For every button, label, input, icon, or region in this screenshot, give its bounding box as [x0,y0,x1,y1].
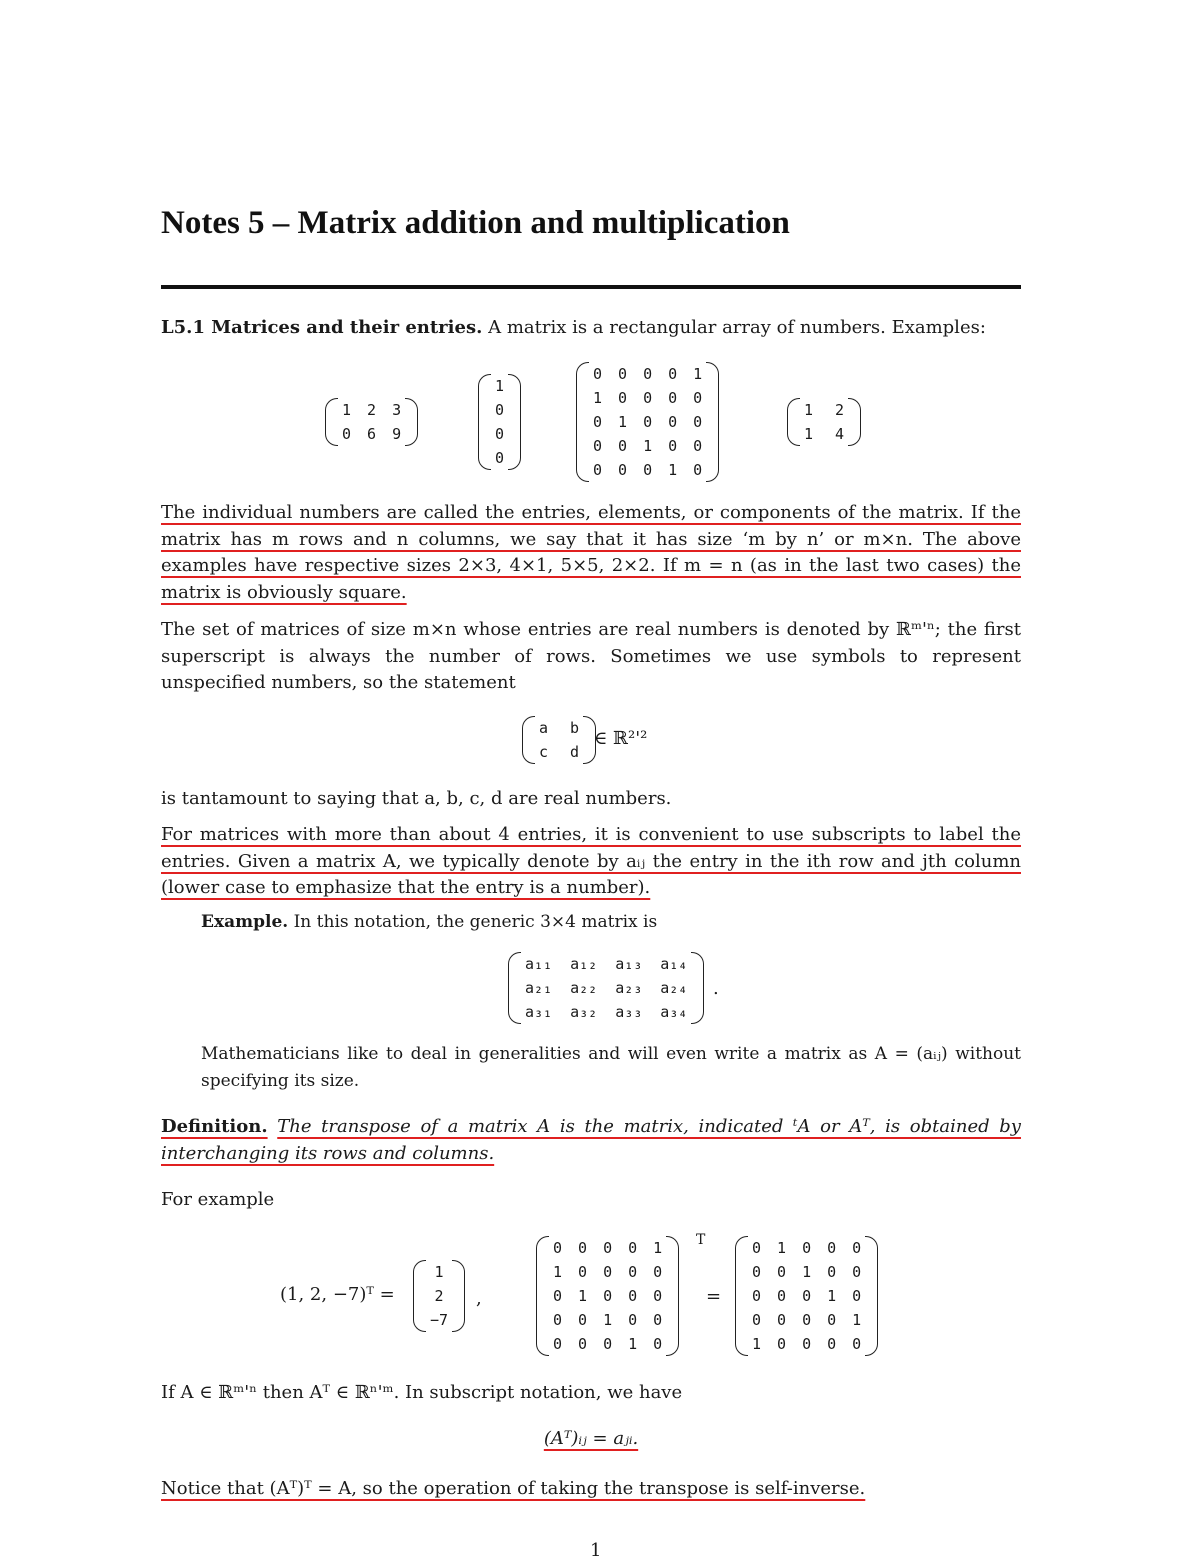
for-example: For example [161,1189,275,1210]
example-text: In this notation, the generic 3×4 matrix is [293,912,658,932]
matrix-entry: 0 [553,1311,563,1329]
title-rule [161,285,1021,289]
matrix-entry: 1 [643,437,653,455]
matrix-entry: 0 [628,1311,638,1329]
matrix-entry: 0 [827,1335,837,1353]
transpose-column-grid [426,1260,452,1332]
matrix-entry: 6 [367,425,377,443]
matrix-entry: 2 [434,1287,444,1305]
example-matrix-1 [325,398,418,446]
definition-transpose [161,1114,1021,1167]
matrix-entry: 0 [752,1287,762,1305]
matrix-entry: 1 [342,401,352,419]
matrix-entry: 0 [603,1263,613,1281]
matrix-entry: 2 [367,401,377,419]
matrix-entry: a₃₃ [615,1003,643,1021]
matrix-entry: 1 [752,1335,762,1353]
example-matrix-2-grid [491,374,508,470]
paragraph-set-of-matrices: The set of matrices of size m×n whose entries are real numbers is denoted by ℝᵐ'ⁿ; the first superscript is always the number of rows. Sometimes we use symbols to represent unspecified numbers, so the statement [161,619,1021,693]
matrix-entry: 0 [593,461,603,479]
matrix-entry: 0 [668,413,678,431]
abcd-membership: ∈ ℝ²'² [594,728,648,749]
matrix-entry: 9 [392,425,402,443]
matrix-entry: 4 [835,425,845,443]
matrix-entry: d [570,743,580,761]
matrix-entry: 0 [777,1263,787,1281]
matrix-entry: 0 [852,1239,862,1257]
paragraph-self-inverse [161,1476,1021,1503]
generic-period: . [713,978,719,999]
matrix-entry: 0 [802,1311,812,1329]
matrix-entry: 0 [495,425,505,443]
matrix-entry: 0 [603,1335,613,1353]
matrix-entry: 0 [553,1239,563,1257]
matrix-entry: 0 [603,1239,613,1257]
matrix-entry: 0 [653,1287,663,1305]
example-matrix-1-grid [338,398,405,446]
matrix-entry: 0 [693,437,703,455]
definition-label: Definition. [161,1116,268,1137]
matrix-entry: 0 [495,401,505,419]
matrix-entry: 0 [593,365,603,383]
subscript-equation [161,1428,1021,1449]
example-matrix-2 [478,374,521,470]
matrix-entry: 0 [618,437,628,455]
matrix-entry: a₂₁ [525,979,553,997]
example-label: Example. [201,912,289,932]
transpose-equals: = [706,1286,722,1307]
example-matrix-3-grid [589,362,706,482]
paragraph-real-numbers: is tantamount to saying that a, b, c, d are real numbers. [161,788,672,809]
matrix-entry: 1 [434,1263,444,1281]
matrix-entry: 1 [653,1239,663,1257]
matrix-entry: 3 [392,401,402,419]
page-title: Notes 5 – Matrix addition and multiplication [161,205,790,241]
example-matrix-4-grid [800,398,848,446]
matrix-entry: 0 [618,461,628,479]
matrix-entry: −7 [430,1311,449,1329]
self-inverse-text: Notice that (Aᵀ)ᵀ = A, so the operation of taking the transpose is self-inverse. [161,1478,866,1499]
matrix-entry: 0 [578,1311,588,1329]
transpose-matrix-b-grid [748,1236,865,1356]
abcd-matrix [522,716,596,764]
generic-matrix [508,952,704,1024]
matrix-entry: 0 [668,437,678,455]
matrix-entry: 1 [495,377,505,395]
matrix-entry: 0 [553,1335,563,1353]
matrix-entry: 0 [628,1263,638,1281]
matrix-entry: 0 [653,1311,663,1329]
example-matrix-4 [787,398,861,446]
matrix-entry: 0 [593,437,603,455]
matrix-entry: a₁₃ [615,955,643,973]
matrix-entry: a₂₂ [570,979,598,997]
matrix-entry: 2 [835,401,845,419]
matrix-entry: 0 [852,1287,862,1305]
matrix-entry: 0 [643,365,653,383]
matrix-entry: 1 [804,401,814,419]
matrix-entry: 0 [643,389,653,407]
matrix-entry: 1 [852,1311,862,1329]
transpose-superscript: T [696,1232,706,1248]
section-text: A matrix is a rectangular array of numbers. Examples: [488,317,986,338]
matrix-entry: 0 [342,425,352,443]
matrix-entry: 0 [777,1287,787,1305]
matrix-entry: 0 [802,1287,812,1305]
matrix-entry: 0 [578,1335,588,1353]
transpose-column [413,1260,465,1332]
matrix-entry: 0 [653,1335,663,1353]
transpose-matrix-a [536,1236,679,1356]
section-heading: L5.1 Matrices and their entries. [161,317,483,338]
matrix-entry: 1 [804,425,814,443]
definition-text: The transpose of a matrix A is the matrix, indicated ᵗA or Aᵀ, is obtained by interchanging its rows and columns. [161,1116,1021,1164]
matrix-entry: 0 [643,413,653,431]
matrix-entry: 1 [618,413,628,431]
matrix-entry: a₂₃ [615,979,643,997]
matrix-entry: 0 [628,1287,638,1305]
matrix-entry: 1 [553,1263,563,1281]
matrix-entry: b [570,719,580,737]
matrix-entry: a₂₄ [660,979,688,997]
transpose-matrix-b [735,1236,878,1356]
matrix-entry: a₁₂ [570,955,598,973]
matrix-entry: a₃₄ [660,1003,688,1021]
matrix-entry: 1 [693,365,703,383]
subscript-equation-text: (Aᵀ)ᵢⱼ = aⱼᵢ. [543,1428,639,1449]
matrix-entry: 0 [802,1239,812,1257]
matrix-entry: 0 [852,1335,862,1353]
matrix-entry: 0 [603,1287,613,1305]
example-matrix-3 [576,362,719,482]
matrix-entry: 0 [593,413,603,431]
abcd-matrix-grid [535,716,583,764]
matrix-entry: 1 [593,389,603,407]
matrix-entry: 0 [777,1311,787,1329]
matrix-entry: 0 [827,1263,837,1281]
section-intro [161,315,1021,342]
paragraph-entries: The individual numbers are called the entries, elements, or components of the matrix. If the matrix has m rows and n columns, we say that it has size ‘m by n’ or m×n. The above examples have respective sizes 2×3, 4×1, 5×5, 2×2. If m = n (as in the last two cases) the matrix is obviously square. [161,502,1021,603]
matrix-entry: a₃₂ [570,1003,598,1021]
matrix-entry: a₃₁ [525,1003,553,1021]
matrix-entry: a₁₁ [525,955,553,973]
matrix-entry: 1 [603,1311,613,1329]
example-line [201,909,1021,936]
page-number: 1 [590,1540,602,1561]
paragraph-transpose-sizes: If A ∈ ℝᵐ'ⁿ then Aᵀ ∈ ℝⁿ'ᵐ. In subscript notation, we have [161,1382,683,1403]
matrix-entry: 0 [752,1311,762,1329]
matrix-entry: 0 [578,1263,588,1281]
matrix-entry: 0 [668,389,678,407]
paragraph-subscripts: For matrices with more than about 4 entries, it is convenient to use subscripts to label the entries. Given a matrix A, we typically denote by aᵢⱼ the entry in the ith row and jth column (lower case to emphasize that the entry is a number). [161,824,1021,898]
matrix-entry: 1 [802,1263,812,1281]
matrix-entry: 0 [668,365,678,383]
matrix-entry: 0 [693,413,703,431]
matrix-entry: c [539,743,549,761]
matrix-entry: 0 [653,1263,663,1281]
matrix-entry: 0 [852,1263,862,1281]
matrix-entry: 0 [693,461,703,479]
matrix-entry: 0 [693,389,703,407]
matrix-entry: 0 [802,1335,812,1353]
matrix-entry: a [539,719,549,737]
matrix-entry: 0 [495,449,505,467]
matrix-entry: 1 [578,1287,588,1305]
matrix-entry: 0 [752,1263,762,1281]
generic-matrix-grid [521,952,691,1024]
matrix-entry: 0 [618,389,628,407]
matrix-entry: 0 [643,461,653,479]
paragraph-generalities: Mathematicians like to deal in generalities and will even write a matrix as A = (aᵢⱼ) without specifying its size. [201,1044,1021,1091]
matrix-entry: 1 [827,1287,837,1305]
matrix-entry: 1 [777,1239,787,1257]
matrix-entry: 0 [777,1335,787,1353]
matrix-entry: 0 [553,1287,563,1305]
transpose-comma: , [476,1288,482,1309]
matrix-entry: 0 [752,1239,762,1257]
matrix-entry: 1 [628,1335,638,1353]
matrix-entry: 1 [668,461,678,479]
matrix-entry: 0 [628,1239,638,1257]
matrix-entry: 0 [827,1311,837,1329]
matrix-entry: 0 [618,365,628,383]
transpose-lhs: (1, 2, −7)ᵀ = [280,1284,395,1305]
matrix-entry: 0 [578,1239,588,1257]
matrix-entry: a₁₄ [660,955,688,973]
matrix-entry: 0 [827,1239,837,1257]
transpose-matrix-a-grid [549,1236,666,1356]
